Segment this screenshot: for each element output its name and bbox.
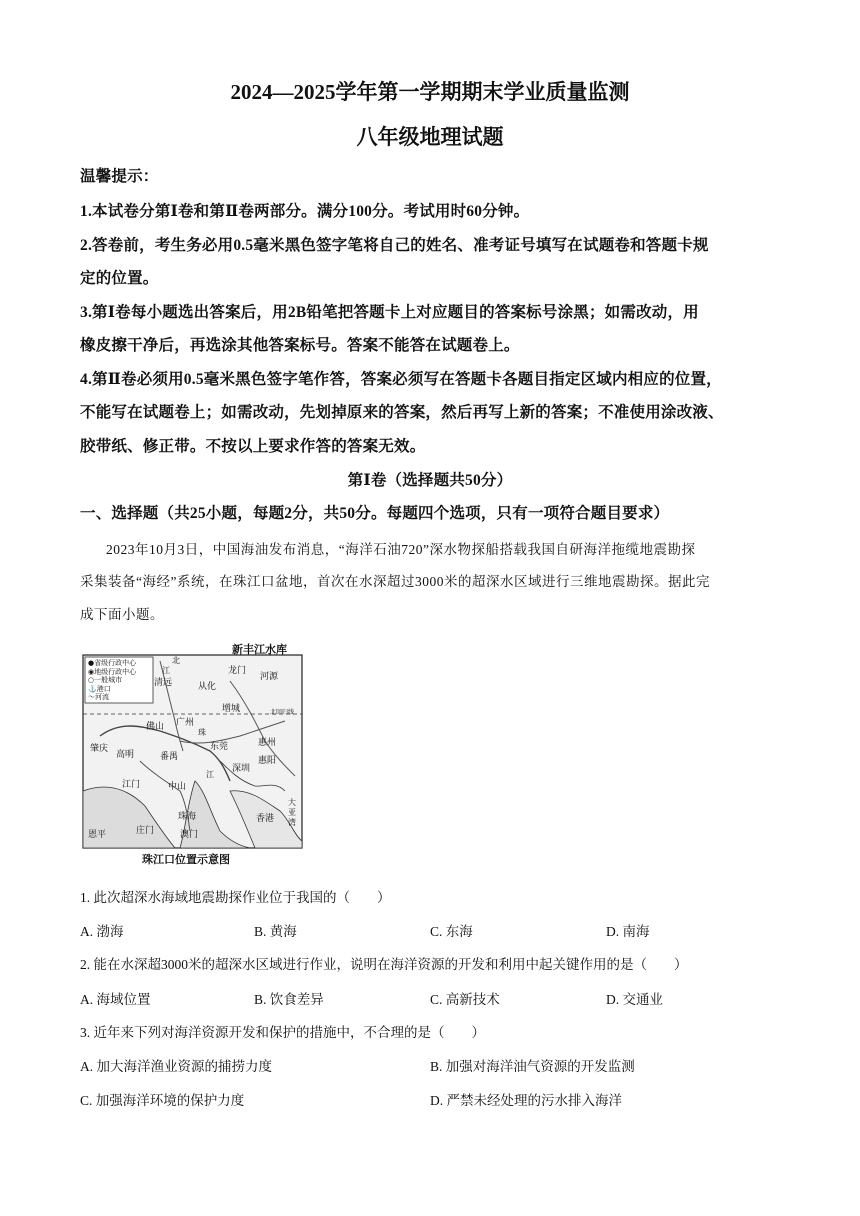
river-label: 江 xyxy=(206,770,214,779)
city-label: 高明 xyxy=(116,750,135,760)
q3-option-b[interactable]: B. 加强对海洋油气资源的开发监测 xyxy=(430,1059,635,1074)
notice-line: 3.第Ⅰ卷每小题选出答案后，用2B铅笔把答题卡上对应题目的答案标号涂黑；如需改动，用 xyxy=(80,304,699,321)
part-heading: 一、选择题（共25小题，每题2分，共50分。每题四个选项，只有一项符合题目要求） xyxy=(80,505,670,522)
exam-title: 2024—2025学年第一学期期末学业质量监测 xyxy=(230,80,630,104)
bay-label: 大 xyxy=(288,798,296,807)
city-label: 香港 xyxy=(256,814,275,824)
city-label: 澳门 xyxy=(180,830,199,840)
map-caption: 珠江口位置示意图 xyxy=(142,853,230,866)
map-labels xyxy=(80,641,304,867)
q3-option-d[interactable]: D. 严禁未经处理的污水排入海洋 xyxy=(430,1093,622,1108)
city-label: 龙门 xyxy=(228,666,247,676)
city-label: 惠州 xyxy=(258,738,277,748)
q1-option-d[interactable]: D. 南海 xyxy=(606,924,650,939)
map-legend xyxy=(88,659,136,702)
notice-heading: 温馨提示： xyxy=(80,168,159,185)
question-1-stem: 1. 此次超深水海域地震勘探作业位于我国的（ ） xyxy=(80,890,391,905)
notice-line: 橡皮擦干净后，再选涂其他答案标号。答案不能答在试题卷上。 xyxy=(80,337,520,354)
question-3-stem: 3. 近年来下列对海洋资源开发和保护的措施中，不合理的是（ ） xyxy=(80,1025,485,1040)
notice-line: 定的位置。 xyxy=(80,270,159,287)
question-2-stem: 2. 能在水深超3000米的超深水区域进行作业，说明在海洋资源的开发和利用中起关键作用的是（ ） xyxy=(80,957,688,972)
city-label: 肇庆 xyxy=(90,744,109,754)
legend-item: ●省级行政中心 xyxy=(88,659,137,667)
q2-option-d[interactable]: D. 交通业 xyxy=(606,992,663,1007)
city-label: 中山 xyxy=(168,782,187,792)
legend-item: ⚓港口 xyxy=(88,684,111,693)
legend-item: ○一般城市 xyxy=(88,676,123,684)
city-label: 清远 xyxy=(154,678,173,688)
exam-subtitle: 八年级地理试题 xyxy=(356,125,504,149)
q1-option-c[interactable]: C. 东海 xyxy=(430,924,473,939)
section-title: 第Ⅰ卷（选择题共50分） xyxy=(347,472,513,489)
river-label: 江 xyxy=(162,666,170,675)
q2-option-a[interactable]: A. 海域位置 xyxy=(80,992,151,1007)
city-label: 庄门 xyxy=(136,826,155,836)
city-label: 佛山 xyxy=(146,722,165,732)
q2-option-c[interactable]: C. 高新技术 xyxy=(430,992,500,1007)
q2-option-b[interactable]: B. 饮食差异 xyxy=(254,992,324,1007)
city-label: 深圳 xyxy=(232,764,251,774)
passage-line: 采集装备“海经”系统，在珠江口盆地，首次在水深超过3000米的超深水区域进行三维地震勘探。据此完 xyxy=(80,574,710,589)
q3-option-a[interactable]: A. 加大海洋渔业资源的捕捞力度 xyxy=(80,1059,272,1074)
q1-option-b[interactable]: B. 黄海 xyxy=(254,924,297,939)
city-label: 从化 xyxy=(198,682,217,692)
city-label: 广州 xyxy=(176,718,195,728)
bay-label: 湾 xyxy=(288,818,296,827)
city-label: 增城 xyxy=(222,704,241,714)
notice-line: 胶带纸、修正带。不按以上要求作答的答案无效。 xyxy=(80,438,426,455)
notice-line: 不能写在试题卷上；如需改动，先划掉原来的答案，然后再写上新的答案；不准使用涂改液、 xyxy=(80,404,724,421)
notice-line: 4.第Ⅱ卷必须用0.5毫米黑色签字笔作答，答案必须写在答题卡各题目指定区域内相应的位置， xyxy=(80,371,722,388)
city-label: 江门 xyxy=(122,780,141,790)
city-label: 惠阳 xyxy=(258,756,277,766)
tropic-label: 北回归线 xyxy=(270,709,295,716)
passage-line: 成下面小题。 xyxy=(80,607,164,622)
legend-item: 〜河流 xyxy=(88,693,109,701)
city-label: 番禺 xyxy=(160,752,179,762)
bay-label: 亚 xyxy=(288,808,296,817)
notice-line: 2.答卷前，考生务必用0.5毫米黑色签字笔将自己的姓名、准考证号填写在试题卷和答题卡规 xyxy=(80,237,709,254)
city-label: 东莞 xyxy=(210,742,229,752)
map-top-label: 新丰江水库 xyxy=(232,643,287,656)
q3-option-c[interactable]: C. 加强海洋环境的保护力度 xyxy=(80,1093,245,1108)
city-label: 河源 xyxy=(260,672,279,682)
notice-line: 1.本试卷分第Ⅰ卷和第Ⅱ卷两部分。满分100分。考试用时60分钟。 xyxy=(80,203,530,220)
q1-option-a[interactable]: A. 渤海 xyxy=(80,924,124,939)
city-label: 恩平 xyxy=(88,830,107,840)
river-label: 珠 xyxy=(198,728,206,737)
city-label: 珠海 xyxy=(178,812,197,822)
legend-item: ◉地级行政中心 xyxy=(88,667,137,676)
passage-line: 2023年10月3日，中国海油发布消息，“海洋石油720”深水物探船搭载我国自研海洋拖缆地震勘探 xyxy=(106,542,696,557)
river-label: 北 xyxy=(172,656,180,665)
